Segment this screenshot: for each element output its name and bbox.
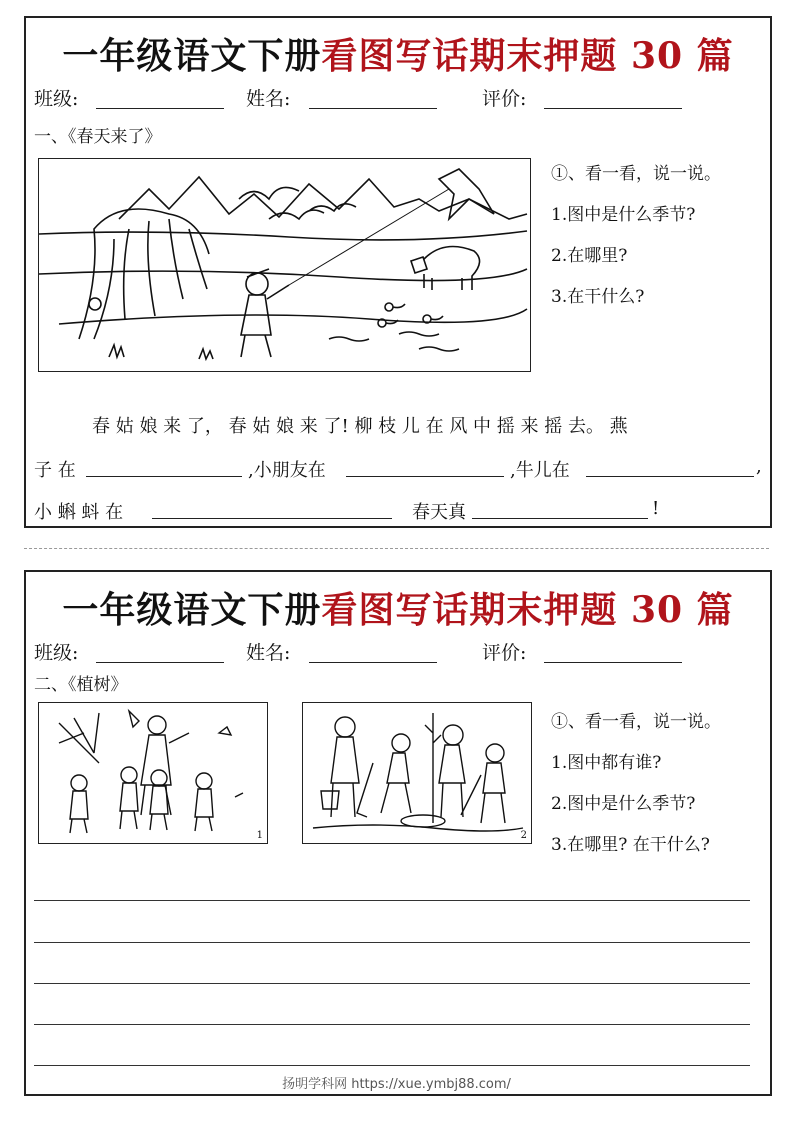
question-item: 1.图中是什么季节? [551,205,696,225]
swallow-blank[interactable] [86,476,242,477]
writing-line[interactable] [34,942,750,943]
children-blank[interactable] [346,476,504,477]
worksheet-title [26,28,770,79]
footer-watermark: 扬明学科网 https://xue.ymbj88.com/ [282,1077,511,1092]
passage-line-1 [34,412,762,442]
question-item: 2.在哪里? [551,246,628,266]
name-blank[interactable] [309,662,437,663]
title-red-part: 看图写话期末押题 30 篇 [321,35,734,77]
question-list [551,154,721,318]
spring-scene-illustration [38,158,531,372]
writing-line[interactable] [34,1024,750,1025]
passage-text: 春天真 [412,502,466,523]
tree-planting-picture-2 [302,702,532,844]
class-label: 班级: [34,88,79,110]
question-item: 3.在哪里? 在干什么? [551,835,710,855]
class-blank[interactable] [96,108,224,109]
question-item: 2.图中是什么季节? [551,794,696,814]
tree-planting-picture-1 [38,702,268,844]
worksheet-card-2 [24,570,772,1096]
writing-line[interactable] [34,1065,750,1066]
picture-number: 1 [256,830,263,841]
name-label: 姓名: [246,88,291,110]
writing-line[interactable] [34,900,750,901]
eval-blank[interactable] [544,108,682,109]
eval-label: 评价: [482,642,527,664]
picture-number: 2 [520,830,527,841]
passage-line-2 [34,456,762,486]
name-blank[interactable] [309,108,437,109]
passage-text: 子 在 [34,460,76,481]
passage-text: , [756,456,762,477]
eval-label: 评价: [482,88,527,110]
title-black-part: 一年级语文下册 [62,589,322,631]
name-label: 姓名: [246,642,291,664]
passage-line-3 [34,498,762,528]
passage-text: ,小朋友在 [248,460,326,481]
cow-blank[interactable] [586,476,754,477]
eval-blank[interactable] [544,662,682,663]
spring-blank[interactable] [472,518,648,519]
question-item: 3.在干什么? [551,287,645,307]
section-title: 二、《植树》 [34,675,128,695]
section-title: 一、《春天来了》 [34,127,162,147]
worksheet-card-1 [24,16,772,528]
class-blank[interactable] [96,662,224,663]
title-red-part: 看图写话期末押题 30 篇 [321,589,734,631]
question-item: 1.图中都有谁? [551,753,662,773]
question-item: ①、看一看，说一说。 [551,712,721,732]
question-list [551,702,721,866]
title-black-part: 一年级语文下册 [62,35,322,77]
fill-in-passage [34,412,762,522]
passage-text: ! [652,498,660,519]
passage-text: ,牛儿在 [510,460,570,481]
student-info-row [34,84,762,110]
writing-line[interactable] [34,983,750,984]
passage-text: 春 姑 娘 来 了， 春 姑 娘 来 了! 柳 枝 儿 在 风 中 摇 来 摇 去。 燕 [92,416,628,437]
worksheet-title [26,582,770,633]
page-divider [24,548,769,549]
question-item: ①、看一看，说一说。 [551,164,721,184]
tadpole-blank[interactable] [152,518,392,519]
student-info-row [34,638,762,664]
passage-text: 小 蝌 蚪 在 [34,502,124,523]
class-label: 班级: [34,642,79,664]
